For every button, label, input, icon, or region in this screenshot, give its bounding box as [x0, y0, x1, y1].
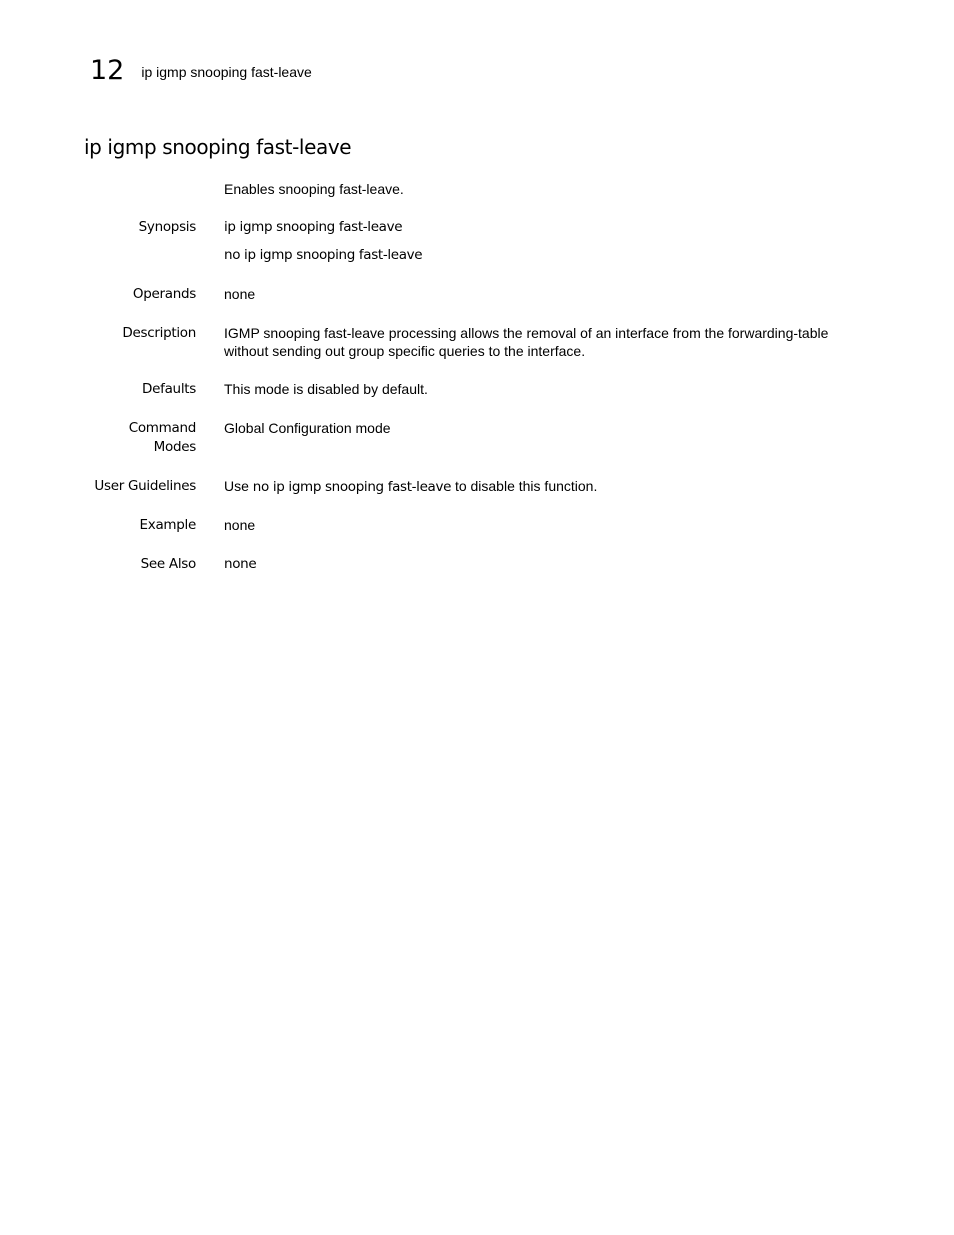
running-header-title: ip igmp snooping fast-leave: [141, 64, 312, 80]
operands-text: none: [224, 286, 256, 302]
example-label: Example: [139, 517, 196, 533]
user-guidelines-suffix: to disable this function.: [454, 478, 598, 494]
example-entry: [0, 516, 954, 535]
user-guidelines-command: no ip igmp snooping fast-leave: [252, 479, 452, 495]
command-title: ip igmp snooping fast-leave: [84, 135, 352, 159]
see-also-text: none: [224, 556, 257, 572]
synopsis-body: [224, 218, 874, 265]
synopsis-label: Synopsis: [138, 219, 196, 235]
operands-entry: [0, 285, 954, 304]
command-reference-entries: [0, 218, 954, 594]
see-also-label: See Also: [140, 556, 196, 572]
command-modes-label-line2: Modes: [153, 439, 196, 455]
command-modes-entry: [0, 419, 954, 457]
description-entry: [0, 324, 954, 360]
user-guidelines-label: User Guidelines: [94, 478, 196, 494]
description-text: IGMP snooping fast-leave processing allows the removal of an interface from the forwarding-table without sending out group specific queries to the interface.: [224, 325, 829, 359]
defaults-entry: [0, 380, 954, 399]
command-summary: Enables snooping fast-leave.: [224, 181, 404, 197]
command-modes-text: Global Configuration mode: [224, 420, 391, 436]
user-guidelines-entry: [0, 477, 954, 496]
defaults-label: Defaults: [142, 381, 196, 397]
user-guidelines-body: [224, 477, 874, 496]
page-header: [90, 54, 312, 88]
synopsis-entry: [0, 218, 954, 265]
see-also-entry: [0, 555, 954, 574]
example-text: none: [224, 517, 256, 533]
synopsis-command: ip igmp snooping fast-leave: [224, 219, 403, 235]
user-guidelines-prefix: Use: [224, 478, 249, 494]
operands-label: Operands: [132, 286, 196, 302]
synopsis-negate-command: no ip igmp snooping fast-leave: [224, 247, 423, 263]
command-modes-label: [0, 419, 196, 457]
chapter-number: 12: [90, 55, 125, 86]
description-label: Description: [122, 325, 196, 341]
command-modes-label-line1: Command: [128, 420, 196, 436]
defaults-text: This mode is disabled by default.: [224, 381, 428, 397]
